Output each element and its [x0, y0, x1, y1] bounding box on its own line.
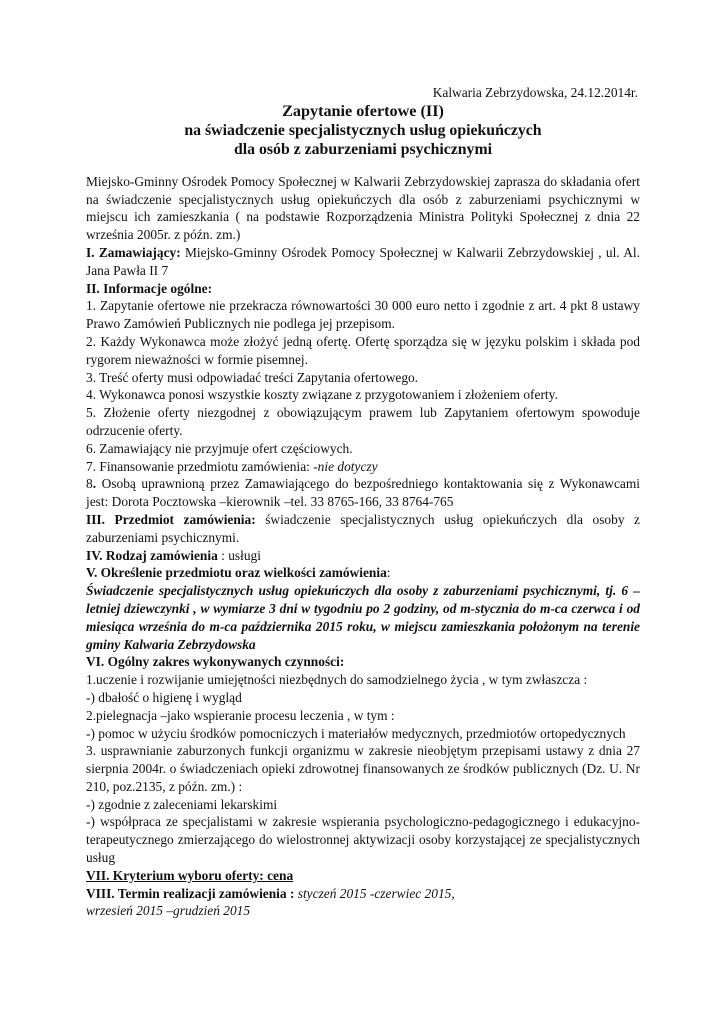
section-6-item-5: 3. usprawnianie zaburzonych funkcji organizmu w zakresie nieobjętym przepisami ustawy z dnia 27 sierpnia 2004r. o świadczeniach opieki zdrowotnej finansowanych ze środków publicznych (Dz. U. Nr 210, poz.2135, z późn. zm.) :	[86, 743, 640, 794]
section-8-heading: VIII. Termin realizacji zamówienia :	[86, 885, 295, 901]
section-2-item-6: 6. Zamawiający nie przyjmuje ofert częściowych.	[86, 440, 353, 456]
section-1	[86, 244, 640, 280]
section-2-item-3: 3. Treść oferty musi odpowiadać treści Zapytania ofertowego.	[86, 369, 419, 385]
section-2-item-1: 1. Zapytanie ofertowe nie przekracza równowartości 30 000 euro netto i zgodnie z art. 4 pkt 8 ustawy Prawo Zamówień Publicznych nie podlega jej przepisom.	[86, 298, 640, 332]
section-3	[86, 511, 640, 547]
section-2-item-7-value: -nie dotyczy	[313, 458, 378, 474]
document-page	[86, 84, 640, 920]
section-8-text-continued: wrzesień 2015 –grudzień 2015	[86, 903, 251, 919]
section-6-item-2: -) dbałość o higienę i wygląd	[86, 689, 242, 705]
section-3-text: świadczenie specjalistycznych usług opiekuńczych dla osoby z zaburzeniami psychicznymi.	[86, 511, 640, 545]
section-2-item-7-text: 7. Finansowanie przedmiotu zamówienia:	[86, 458, 314, 474]
section-5-text: Świadczenie specjalistycznych usług opiekuńczych dla osoby z zaburzeniami psychicznymi, tj. 6 –letniej dziewczynki , w wymiarze 3 dni w tygodniu po 2 godziny, od m-stycznia do m-ca czerwca i od miesiąca września do m-ca października 2015 roku, w miejscu zamieszkania położonym na terenie gminy Kalwaria Zebrzydowska	[86, 583, 640, 652]
section-2-item-8	[86, 475, 640, 511]
intro-paragraph: Miejsko-Gminny Ośrodek Pomocy Społecznej w Kalwarii Zebrzydowskiej zaprasza do składania ofert na świadczenie specjalistycznych usług opiekuńczych dla osób z zaburzeniami psychicznymi w miejscu ich zamieszkania ( na podstawie Rozporządzenia Ministra Polityki Społecznej z dnia 22 września 2005r. z późn. zm.)	[86, 173, 640, 243]
section-2-item-4: 4. Wykonawca ponosi wszystkie koszty związane z przygotowaniem i złożeniem oferty.	[86, 387, 558, 403]
section-6-item-3: 2.pielegnacja –jako wspieranie procesu leczenia , w tym :	[86, 707, 395, 723]
document-subtitle-line-2: dla osób z zaburzeniami psychicznymi	[233, 140, 493, 158]
spacer	[86, 159, 640, 173]
section-2-item-2: 2. Każdy Wykonawca może złożyć jedną ofertę. Ofertę sporządza się w języku polskim i składa pod rygorem nieważności w formie pisemnej.	[86, 333, 640, 367]
section-2-item-7	[86, 458, 640, 476]
section-5-heading: V. Określenie przedmiotu oraz wielkości zamówienia	[86, 565, 387, 581]
section-2-item-5: 5. Złożenie oferty niezgodnej z obowiązującym prawem lub Zapytaniem ofertowym spowoduje odrzucenie oferty.	[86, 405, 640, 438]
section-4-heading: IV. Rodzaj zamówienia	[86, 547, 218, 563]
section-7-heading: VII. Kryterium wyboru oferty: cena	[86, 867, 294, 883]
section-4-text: : usługi	[217, 547, 261, 563]
section-4	[86, 547, 640, 565]
section-2-heading: II. Informacje ogólne:	[86, 280, 213, 296]
section-1-text: Miejsko-Gminny Ośrodek Pomocy Społecznej w Kalwarii Zebrzydowskiej , ul. Al. Jana Pawła II 7	[86, 244, 640, 278]
section-1-heading: I. Zamawiający:	[86, 244, 181, 260]
section-5	[86, 564, 640, 582]
document-title: Zapytanie ofertowe (II)	[282, 101, 444, 120]
place-date: Kalwaria Zebrzydowska, 24.12.2014r.	[432, 85, 638, 100]
section-6-item-6: -) zgodnie z zaleceniami lekarskimi	[86, 796, 278, 812]
section-3-heading: III. Przedmiot zamówienia:	[86, 511, 256, 527]
document-subtitle-line-1: na świadczenie specjalistycznych usług opiekuńczych	[184, 121, 542, 139]
section-2-item-8-dot: .	[92, 476, 97, 492]
section-2-item-8-number: 8	[86, 476, 93, 492]
section-5-colon: :	[386, 565, 391, 581]
section-8	[86, 885, 640, 903]
section-6-item-4: -) pomoc w użyciu środków pomocniczych i materiałów medycznych, przedmiotów ortopedycznych	[86, 725, 626, 741]
section-6-heading: VI. Ogólny zakres wykonywanych czynności:	[86, 654, 345, 670]
section-6-item-1: 1.uczenie i rozwijanie umiejętności niezbędnych do samodzielnego życia , w tym zwłaszcza :	[86, 672, 588, 688]
section-7	[86, 867, 640, 885]
section-6-item-7: -) współpraca ze specjalistami w zakresie wspierania psychologiczno-pedagogicznego i edukacyjno-terapeutycznego zmierzającego do wielostronnej aktywizacji osoby korzystającej ze specjalistycznych usług	[86, 814, 640, 866]
section-8-text: styczeń 2015 -czerwiec 2015,	[294, 885, 455, 901]
section-2-item-8-text: Osobą uprawnioną przez Zamawiającego do bezpośredniego kontaktowania się z Wykonawcami jest: Dorota Pocztowska –kierownik –tel. 33 8765-166, 33 8764-765	[86, 476, 640, 510]
